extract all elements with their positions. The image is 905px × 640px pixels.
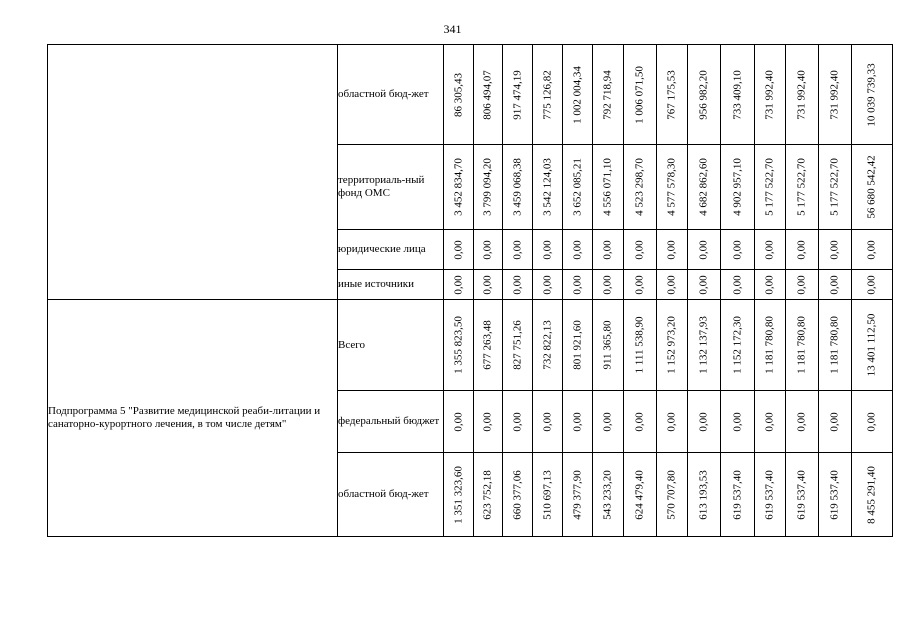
value-cell — [474, 45, 503, 145]
value-text: 1 181 780,80 — [828, 316, 841, 374]
value-cell — [503, 391, 533, 453]
value-text: 801 921,60 — [571, 320, 583, 370]
value-text: 767 175,53 — [665, 69, 678, 120]
value-text: 0,00 — [763, 239, 776, 260]
value-text: 0,00 — [571, 411, 583, 432]
value-text: 806 494,07 — [481, 69, 494, 120]
value-cell — [721, 145, 755, 230]
value-text: 0,00 — [865, 274, 878, 295]
value-text: 0,00 — [541, 274, 553, 295]
value-cell — [755, 453, 786, 537]
value-cell — [563, 300, 593, 391]
value-cell — [593, 453, 624, 537]
value-text: 543 233,20 — [601, 469, 614, 520]
value-cell — [657, 145, 688, 230]
program-title-cell — [48, 45, 338, 300]
value-cell — [444, 145, 474, 230]
value-cell — [786, 300, 819, 391]
value-cell — [474, 230, 503, 270]
value-cell — [721, 270, 755, 300]
value-text: 13 401 112,50 — [865, 313, 878, 377]
value-text: 3 542 124,03 — [541, 158, 553, 216]
value-text: 0,00 — [697, 239, 710, 260]
value-cell — [819, 300, 852, 391]
value-text: 613 193,53 — [697, 469, 710, 520]
value-text: 0,00 — [828, 239, 841, 260]
value-text: 4 682 862,60 — [697, 158, 710, 216]
value-cell — [688, 45, 721, 145]
value-text: 0,00 — [633, 274, 646, 295]
value-cell — [688, 453, 721, 537]
value-cell — [444, 45, 474, 145]
value-text: 619 537,40 — [828, 469, 841, 520]
value-cell — [444, 300, 474, 391]
value-text: 0,00 — [601, 239, 614, 260]
value-cell — [721, 300, 755, 391]
value-cell — [755, 270, 786, 300]
value-text: 570 707,80 — [665, 469, 678, 520]
value-cell — [533, 145, 563, 230]
page-number: 341 — [443, 22, 462, 36]
value-text: 827 751,26 — [511, 320, 523, 370]
value-cell — [755, 391, 786, 453]
value-text: 5 177 522,70 — [795, 158, 808, 216]
value-text: 5 177 522,70 — [763, 158, 776, 216]
value-cell — [755, 45, 786, 145]
value-cell — [533, 300, 563, 391]
value-cell — [786, 45, 819, 145]
value-text: 0,00 — [601, 274, 614, 295]
value-text: 0,00 — [541, 411, 553, 432]
value-cell — [852, 145, 893, 230]
value-cell — [819, 453, 852, 537]
value-text: 56 680 542,42 — [865, 155, 878, 219]
value-cell — [819, 270, 852, 300]
value-text: 0,00 — [828, 411, 841, 432]
value-cell — [533, 45, 563, 145]
value-text: 1 355 823,50 — [452, 316, 464, 374]
value-cell — [852, 391, 893, 453]
value-cell — [786, 391, 819, 453]
value-text: 956 982,20 — [697, 69, 710, 120]
value-text: 0,00 — [665, 239, 678, 260]
program-title-cell: Подпрограмма 5 "Развитие медицинской реаби-литации и санаторно-курортного лечения, в том числе детям" — [48, 300, 338, 537]
value-cell — [852, 45, 893, 145]
value-text: 0,00 — [481, 411, 494, 432]
value-text: 0,00 — [511, 411, 523, 432]
value-text: 3 799 094,20 — [481, 158, 494, 216]
value-cell — [852, 453, 893, 537]
value-cell — [688, 145, 721, 230]
value-text: 1 002 004,34 — [571, 65, 583, 124]
value-text: 0,00 — [601, 411, 614, 432]
value-cell — [786, 230, 819, 270]
table-row — [48, 45, 893, 145]
value-cell — [503, 453, 533, 537]
value-text: 731 992,40 — [763, 69, 776, 120]
value-text: 0,00 — [795, 274, 808, 295]
value-cell — [503, 45, 533, 145]
value-text: 8 455 291,40 — [865, 465, 878, 524]
value-cell — [786, 145, 819, 230]
value-cell — [503, 230, 533, 270]
value-text: 1 181 780,80 — [763, 316, 776, 374]
value-cell — [593, 45, 624, 145]
value-cell — [444, 270, 474, 300]
value-text: 0,00 — [511, 239, 523, 260]
value-cell — [444, 230, 474, 270]
value-text: 0,00 — [481, 274, 494, 295]
budget-table — [47, 44, 893, 537]
value-cell — [721, 230, 755, 270]
value-cell — [563, 453, 593, 537]
value-text: 479 377,90 — [571, 469, 583, 520]
value-cell — [721, 453, 755, 537]
funding-source-cell: территориаль-ный фонд ОМС — [338, 145, 444, 230]
value-text: 0,00 — [665, 274, 678, 295]
value-cell — [503, 270, 533, 300]
value-text: 0,00 — [697, 411, 710, 432]
value-text: 0,00 — [541, 239, 553, 260]
value-text: 4 577 578,30 — [665, 158, 678, 216]
value-text: 510 697,13 — [541, 469, 553, 520]
value-text: 619 537,40 — [795, 469, 808, 520]
value-cell — [563, 230, 593, 270]
value-cell — [474, 270, 503, 300]
value-cell — [852, 300, 893, 391]
funding-source-cell: юридические лица — [338, 230, 444, 270]
value-text: 3 452 834,70 — [452, 158, 464, 216]
value-cell — [624, 391, 657, 453]
value-cell — [755, 145, 786, 230]
value-text: 0,00 — [633, 239, 646, 260]
value-text: 619 537,40 — [731, 469, 743, 520]
value-text: 0,00 — [731, 411, 743, 432]
value-cell — [533, 391, 563, 453]
value-cell — [657, 270, 688, 300]
value-cell — [474, 145, 503, 230]
value-text: 1 111 538,90 — [633, 316, 646, 374]
value-text: 0,00 — [511, 274, 523, 295]
value-text: 0,00 — [828, 274, 841, 295]
value-text: 623 752,18 — [481, 469, 494, 520]
value-cell — [563, 391, 593, 453]
value-text: 0,00 — [481, 239, 494, 260]
value-text: 733 409,10 — [731, 69, 743, 120]
value-text: 10 039 739,33 — [865, 62, 878, 127]
budget-table-body — [48, 45, 893, 537]
value-cell — [474, 300, 503, 391]
value-text: 624 479,40 — [633, 469, 646, 520]
value-cell — [657, 45, 688, 145]
value-cell — [593, 230, 624, 270]
value-cell — [688, 230, 721, 270]
value-cell — [624, 270, 657, 300]
value-text: 0,00 — [795, 239, 808, 260]
value-cell — [503, 300, 533, 391]
value-text: 0,00 — [633, 411, 646, 432]
value-cell — [563, 270, 593, 300]
funding-source-cell: областной бюд-жет — [338, 453, 444, 537]
value-text: 1 181 780,80 — [795, 316, 808, 374]
value-cell — [593, 391, 624, 453]
value-text: 3 652 085,21 — [571, 158, 583, 216]
value-text: 1 351 323,60 — [452, 465, 464, 524]
value-cell — [533, 453, 563, 537]
value-cell — [688, 300, 721, 391]
value-cell — [563, 45, 593, 145]
value-text: 660 377,06 — [511, 469, 523, 520]
value-cell — [563, 145, 593, 230]
value-cell — [786, 453, 819, 537]
value-cell — [624, 300, 657, 391]
value-cell — [657, 391, 688, 453]
table-row — [48, 300, 893, 391]
funding-source-cell: областной бюд-жет — [338, 45, 444, 145]
value-text: 0,00 — [763, 274, 776, 295]
value-cell — [721, 45, 755, 145]
value-text: 86 305,43 — [452, 72, 464, 117]
value-cell — [593, 145, 624, 230]
value-text: 0,00 — [452, 274, 464, 295]
value-text: 0,00 — [665, 411, 678, 432]
value-text: 0,00 — [763, 411, 776, 432]
value-text: 1 132 137,93 — [697, 316, 710, 374]
value-cell — [593, 300, 624, 391]
value-cell — [624, 453, 657, 537]
value-text: 4 556 071,10 — [601, 158, 614, 216]
value-cell — [657, 230, 688, 270]
value-cell — [444, 453, 474, 537]
value-cell — [819, 145, 852, 230]
value-cell — [819, 230, 852, 270]
value-text: 0,00 — [697, 274, 710, 295]
funding-source-cell: иные источники — [338, 270, 444, 300]
value-text: 0,00 — [452, 239, 464, 260]
value-cell — [852, 270, 893, 300]
value-cell — [755, 230, 786, 270]
value-cell — [444, 391, 474, 453]
value-text: 792 718,94 — [601, 69, 614, 120]
value-text: 732 822,13 — [541, 320, 553, 370]
value-text: 731 992,40 — [795, 69, 808, 120]
value-cell — [533, 270, 563, 300]
value-text: 619 537,40 — [763, 469, 776, 520]
funding-source-cell: федеральный бюджет — [338, 391, 444, 453]
value-cell — [474, 453, 503, 537]
value-text: 775 126,82 — [541, 69, 553, 120]
value-cell — [624, 230, 657, 270]
value-text: 0,00 — [571, 274, 583, 295]
value-text: 0,00 — [795, 411, 808, 432]
value-cell — [786, 270, 819, 300]
value-cell — [755, 300, 786, 391]
value-text: 1 006 071,50 — [633, 65, 646, 124]
value-cell — [533, 230, 563, 270]
value-text: 911 365,80 — [601, 320, 614, 370]
value-cell — [688, 391, 721, 453]
value-cell — [721, 391, 755, 453]
value-cell — [474, 391, 503, 453]
value-cell — [819, 391, 852, 453]
funding-source-cell: Всего — [338, 300, 444, 391]
value-text: 5 177 522,70 — [828, 158, 841, 216]
value-cell — [624, 145, 657, 230]
value-text: 0,00 — [452, 411, 464, 432]
value-text: 4 902 957,10 — [731, 158, 743, 216]
value-text: 1 152 172,30 — [731, 316, 743, 374]
value-cell — [593, 270, 624, 300]
value-cell — [852, 230, 893, 270]
value-cell — [688, 270, 721, 300]
value-cell — [624, 45, 657, 145]
value-cell — [657, 300, 688, 391]
value-text: 3 459 068,38 — [511, 158, 523, 216]
value-text: 917 474,19 — [511, 69, 523, 120]
value-text: 677 263,48 — [481, 320, 494, 370]
value-cell — [503, 145, 533, 230]
value-text: 0,00 — [865, 411, 878, 432]
value-text: 0,00 — [731, 274, 743, 295]
value-text: 731 992,40 — [828, 69, 841, 120]
value-cell — [819, 45, 852, 145]
value-text: 0,00 — [571, 239, 583, 260]
value-text: 1 152 973,20 — [665, 316, 678, 374]
value-text: 4 523 298,70 — [633, 158, 646, 216]
value-text: 0,00 — [865, 239, 878, 260]
value-text: 0,00 — [731, 239, 743, 260]
value-cell — [657, 453, 688, 537]
